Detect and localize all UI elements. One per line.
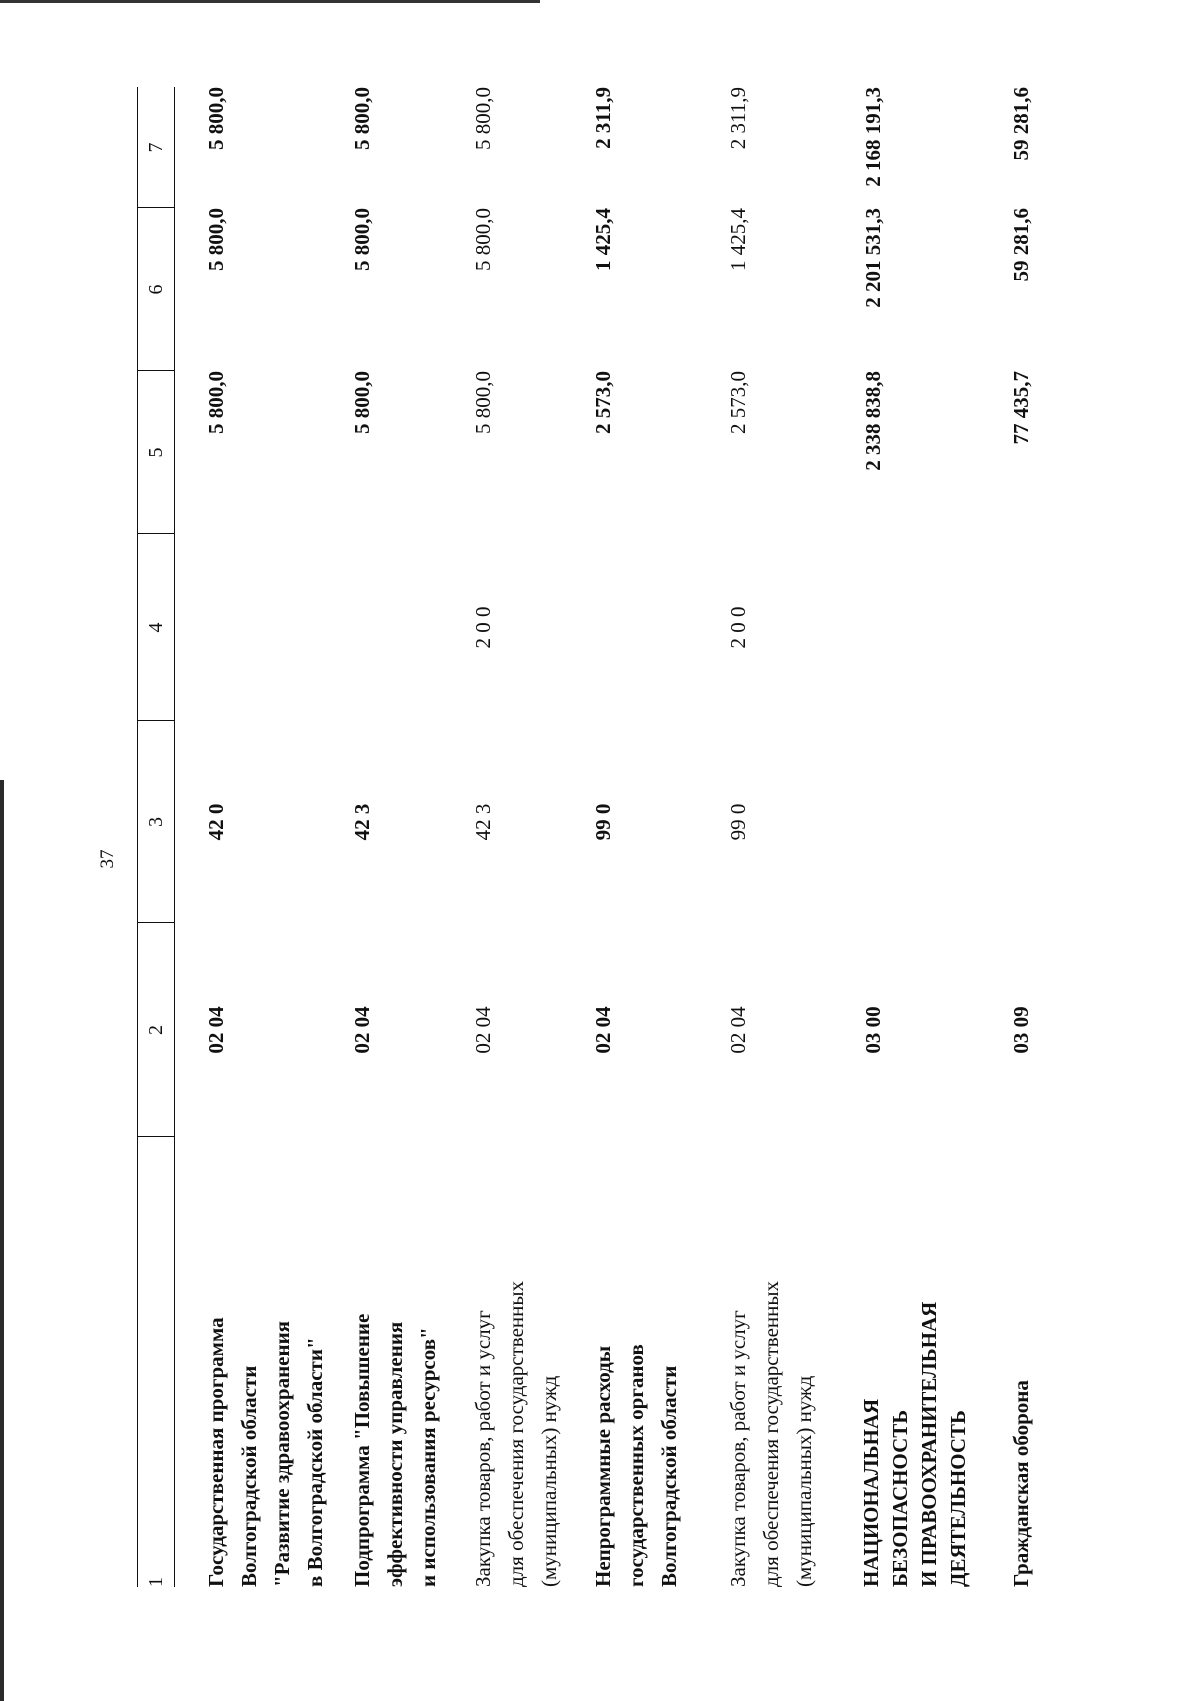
- row-amount-col5: 5 800,0: [350, 371, 374, 434]
- row-amount-col5: 2 573,0: [591, 371, 615, 434]
- budget-table: [137, 87, 1067, 1587]
- row-name: Подпрограмма "Повышение эффективности управления и использования ресурсов": [350, 1313, 440, 1587]
- row-section-code: 02 04: [591, 1006, 615, 1054]
- row-amount-col6: 2 201 531,3: [861, 208, 885, 308]
- table-header: [137, 87, 175, 1587]
- row-target-code: 42 3: [471, 803, 495, 841]
- row-section-code: 02 04: [204, 1006, 228, 1054]
- row-target-code: 42 3: [350, 803, 374, 841]
- row-amount-col6: 59 281,6: [1009, 208, 1033, 282]
- header-col-6: 6: [145, 284, 167, 295]
- header-col-1: 1: [145, 1577, 167, 1587]
- row-target-code: 99 0: [591, 803, 615, 841]
- row-expense-type: 2 0 0: [471, 606, 495, 649]
- row-name: Закупка товаров, работ и услуг для обеспечения государственных (муниципальных) нужд: [471, 1281, 561, 1587]
- row-target-code: 42 0: [204, 803, 228, 841]
- row-amount-col7: 2 168 191,3: [861, 87, 885, 187]
- row-section-code: 02 04: [350, 1006, 374, 1054]
- row-amount-col6: 1 425,4: [726, 208, 750, 271]
- row-amount-col6: 5 800,0: [471, 208, 495, 271]
- row-amount-col7: 2 311,9: [726, 87, 750, 150]
- row-amount-col7: 59 281,6: [1009, 87, 1033, 161]
- row-name: Гражданская оборона: [1009, 1380, 1033, 1587]
- row-section-code: 03 00: [861, 1006, 885, 1054]
- scan-top-edge: [0, 0, 540, 3]
- row-amount-col7: 5 800,0: [350, 87, 374, 150]
- header-col-3: 3: [145, 817, 167, 827]
- row-name: Непрограммные расходы государственных органов Волгоградской области: [591, 1344, 681, 1587]
- scan-left-edge: [0, 780, 4, 1701]
- page-number: 37: [97, 849, 118, 869]
- row-amount-col6: 1 425,4: [591, 208, 615, 271]
- header-col-5: 5: [145, 447, 167, 458]
- header-col-4: 4: [145, 622, 167, 633]
- row-section-code: 03 09: [1009, 1006, 1033, 1054]
- row-amount-col5: 2 573,0: [726, 371, 750, 434]
- row-amount-col5: 2 338 838,8: [861, 371, 885, 471]
- header-col-7: 7: [145, 142, 167, 153]
- row-amount-col7: 5 800,0: [471, 87, 495, 150]
- row-amount-col7: 2 311,9: [591, 87, 615, 149]
- header-col-2: 2: [145, 1025, 167, 1035]
- row-amount-col6: 5 800,0: [204, 208, 228, 271]
- row-name: Государственная программа Волгоградской области "Развитие здравоохранения в Волгоградской области": [204, 1317, 327, 1587]
- row-expense-type: 2 0 0: [726, 606, 750, 649]
- row-name: Закупка товаров, работ и услуг для обеспечения государственных (муниципальных) нужд: [726, 1281, 816, 1587]
- row-amount-col6: 5 800,0: [350, 208, 374, 271]
- row-amount-col5: 5 800,0: [204, 371, 228, 434]
- row-section-code: 02 04: [726, 1006, 750, 1054]
- row-name: НАЦИОНАЛЬНАЯ БЕЗОПАСНОСТЬ И ПРАВООХРАНИТЕЛЬНАЯ ДЕЯТЕЛЬНОСТЬ: [859, 1301, 970, 1587]
- row-amount-col5: 77 435,7: [1009, 371, 1033, 445]
- row-section-code: 02 04: [471, 1006, 495, 1054]
- row-target-code: 99 0: [726, 803, 750, 841]
- row-amount-col7: 5 800,0: [204, 87, 228, 150]
- row-amount-col5: 5 800,0: [471, 371, 495, 434]
